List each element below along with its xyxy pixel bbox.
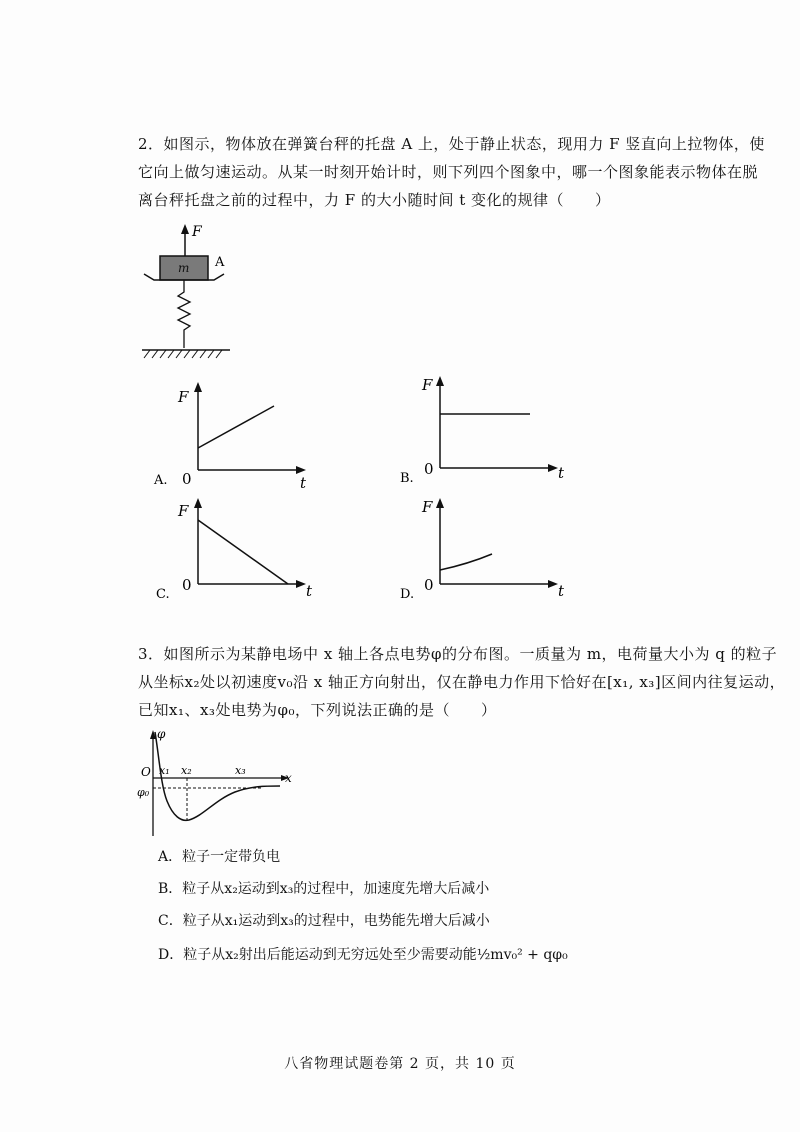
page-footer: 八省物理试题卷第 2 页，共 10 页 [284, 1056, 516, 1072]
graph-c-x-label: t [306, 582, 313, 600]
option-a-label: A． [158, 849, 183, 865]
question-2-text [138, 130, 765, 214]
x-arrow [548, 464, 558, 472]
mass-label: m [178, 261, 190, 275]
graph-d-option-label: D. [400, 587, 415, 602]
ground-hatching [144, 350, 222, 358]
graph-d-origin: 0 [424, 576, 434, 594]
graph-b-x-label: t [558, 464, 565, 482]
y-arrow [194, 382, 202, 392]
option-d-text: 粒子从x₂射出后能运动到无穷远处至少需要动能½mv₀² + qφ₀ [183, 947, 568, 963]
graph-a-origin: 0 [182, 470, 192, 488]
question-2-line-3: 离台秤托盘之前的过程中，力 F 的大小随时间 t 变化的规律（ ） [138, 191, 611, 209]
graph-a-line [198, 406, 274, 448]
graph-b-option-label: B. [400, 471, 414, 486]
x-axis-label: x [285, 771, 292, 785]
graph-c-origin: 0 [182, 576, 192, 594]
graph-a-option-label: A. [154, 473, 168, 488]
force-label: F [192, 224, 202, 240]
option-b-text: 粒子从x₂运动到x₃的过程中，加速度先增大后减小 [182, 881, 490, 897]
graph-a-x-label: t [300, 474, 307, 492]
y-arrow [436, 376, 444, 386]
tick-x2: x₂ [181, 764, 192, 777]
phi0-label: φ₀ [137, 786, 150, 799]
question-3-line-2: 从坐标x₂处以初速度v₀沿 x 轴正方向射出，仅在静电力作用下恰好在[x₁, x₃]区间内往复运动， [138, 673, 786, 691]
graph-d-y-label: F [422, 498, 433, 516]
graph-d [398, 492, 573, 607]
option-b-label: B． [158, 881, 183, 897]
graph-a-y-label: F [178, 388, 189, 406]
graph-c-option-label: C. [156, 587, 170, 602]
question-2-line-1: 2．如图示，物体放在弹簧台秤的托盘 A 上，处于静止状态，现用力 F 竖直向上拉物体，使 [138, 135, 765, 153]
x-arrow [296, 466, 306, 474]
question-3-line-3: 已知x₁、x₃处电势为φ₀，下列说法正确的是（ ） [138, 701, 497, 719]
spring-scale-figure [130, 220, 250, 370]
x-arrow [296, 580, 306, 588]
option-d-label: D． [158, 947, 184, 963]
origin-label: O [141, 765, 151, 779]
graph-c-y-label: F [178, 502, 189, 520]
question-2-line-2: 它向上做匀速运动。从某一时刻开始计时，则下列四个图象中，哪一个图象能表示物体在脱 [138, 163, 759, 181]
option-d [158, 944, 568, 964]
option-b [158, 878, 489, 898]
option-c-label: C． [158, 913, 183, 929]
graph-b [398, 372, 573, 487]
option-c-text: 粒子从x₁运动到x₃的过程中，电势能先增大后减小 [182, 913, 490, 929]
phi-axis-label: φ [157, 727, 166, 741]
option-c [158, 910, 490, 930]
graph-c-line [198, 520, 288, 584]
option-a [158, 846, 280, 866]
force-arrowhead [181, 224, 189, 234]
x-arrow [548, 580, 558, 588]
spring [178, 280, 190, 348]
y-arrow [436, 498, 444, 508]
y-arrow [194, 498, 202, 508]
graph-b-origin: 0 [424, 460, 434, 478]
potential-curve [155, 732, 280, 820]
potential-figure [135, 726, 305, 841]
question-3-text [138, 640, 786, 724]
graph-b-y-label: F [422, 376, 433, 394]
tick-x3: x₃ [235, 764, 246, 777]
tick-x1: x₁ [159, 764, 170, 777]
tray-label: A [215, 255, 225, 270]
option-a-text: 粒子一定带负电 [182, 849, 281, 865]
graph-c [150, 492, 320, 607]
graph-d-x-label: t [558, 582, 565, 600]
graph-d-curve [440, 554, 492, 570]
graph-a [150, 378, 320, 493]
question-3-line-1: 3．如图所示为某静电场中 x 轴上各点电势φ的分布图。一质量为 m，电荷量大小为 q 的粒子 [138, 645, 778, 663]
